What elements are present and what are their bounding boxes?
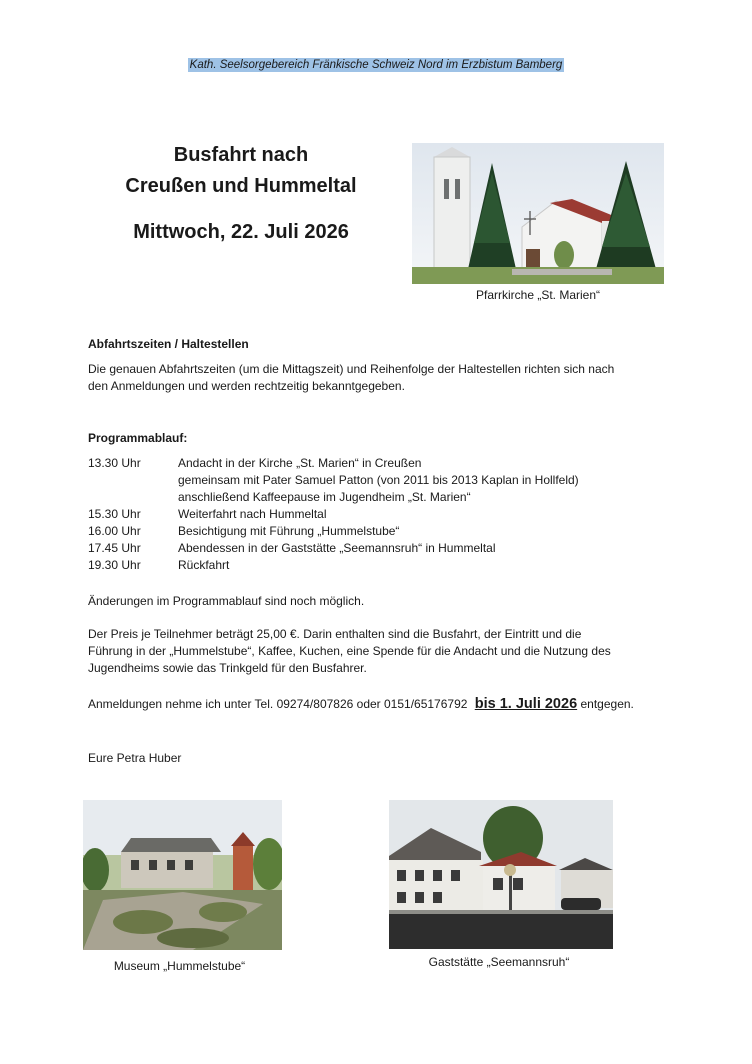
departure-line-2: den Anmeldungen und werden rechtzeitig bekanntgegeben. bbox=[88, 379, 405, 393]
program-desc: Besichtigung mit Führung „Hummelstube“ bbox=[178, 524, 400, 538]
program-desc: Abendessen in der Gaststätte „Seemannsruh“ in Hummeltal bbox=[178, 541, 496, 555]
changes-note: Änderungen im Programmablauf sind noch möglich. bbox=[88, 594, 365, 608]
program-heading: Programmablauf: bbox=[88, 431, 188, 445]
program-time: 17.45 Uhr bbox=[88, 541, 141, 555]
program-desc: Rückfahrt bbox=[178, 558, 230, 572]
registration-end: entgegen. bbox=[580, 697, 634, 711]
registration-deadline: bis 1. Juli 2026 bbox=[474, 696, 578, 712]
program-desc: gemeinsam mit Pater Samuel Patton (von 2011 bis 2013 Kaplan in Hollfeld) bbox=[178, 473, 579, 487]
title-line-2: Creußen und Hummeltal bbox=[125, 175, 357, 197]
registration-line bbox=[88, 696, 728, 713]
signature: Eure Petra Huber bbox=[88, 751, 182, 765]
title-line-1: Busfahrt nach bbox=[173, 144, 309, 166]
museum-caption: Museum „Hummelstube“ bbox=[113, 959, 246, 973]
inn-caption: Gaststätte „Seemannsruh“ bbox=[428, 955, 570, 969]
price-line-1: Der Preis je Teilnehmer beträgt 25,00 €. Darin enthalten sind die Busfahrt, der Eintritt und die bbox=[88, 627, 582, 641]
registration-text: Anmeldungen nehme ich unter Tel. 09274/807826 oder 0151/65176792 bbox=[88, 697, 468, 711]
price-line-2: Führung in der „Hummelstube“, Kaffee, Kuchen, eine Spende für die Andacht und die Nutzung des bbox=[88, 644, 611, 658]
program-desc: anschließend Kaffeepause im Jugendheim „St. Marien“ bbox=[178, 490, 471, 504]
program-time: 13.30 Uhr bbox=[88, 456, 141, 470]
program-time: 15.30 Uhr bbox=[88, 507, 141, 521]
church-photo bbox=[412, 143, 664, 284]
title-date: Mittwoch, 22. Juli 2026 bbox=[133, 221, 349, 243]
departure-line-1: Die genauen Abfahrtszeiten (um die Mittagszeit) und Reihenfolge der Haltestellen richten sich nach bbox=[88, 362, 615, 376]
church-caption: Pfarrkirche „St. Marien“ bbox=[475, 288, 601, 302]
program-desc: Weiterfahrt nach Hummeltal bbox=[178, 507, 327, 521]
program-time: 16.00 Uhr bbox=[88, 524, 141, 538]
price-line-3: Jugendheims sowie das Trinkgeld für den Busfahrer. bbox=[88, 661, 367, 675]
organization-header bbox=[0, 59, 752, 71]
departure-heading: Abfahrtszeiten / Haltestellen bbox=[88, 337, 249, 351]
museum-photo bbox=[83, 800, 282, 950]
program-desc: Andacht in der Kirche „St. Marien“ in Creußen bbox=[178, 456, 422, 470]
inn-photo bbox=[389, 800, 613, 949]
organization-text: Kath. Seelsorgebereich Fränkische Schweiz Nord im Erzbistum Bamberg bbox=[189, 59, 563, 71]
program-time: 19.30 Uhr bbox=[88, 558, 141, 572]
